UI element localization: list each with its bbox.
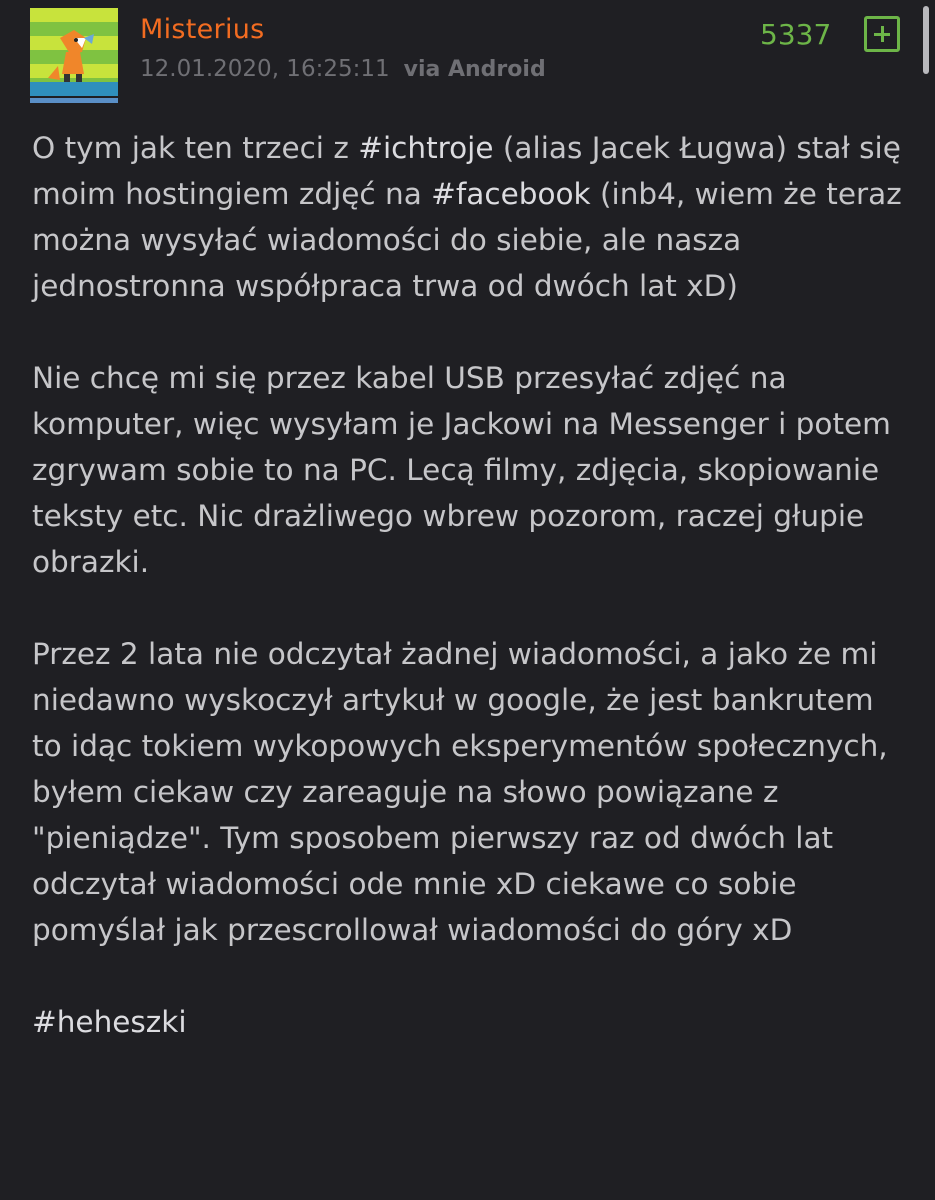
tag-heheszki[interactable]: #heheszki <box>32 1005 187 1039</box>
paragraph-1 <box>32 125 912 309</box>
paragraph-1-text-b: (alias Jacek Ługwa) stał się moim hostingiem zdjęć na <box>32 131 901 211</box>
post-via: via Android <box>403 57 546 82</box>
vote-count: 5337 <box>760 18 832 51</box>
paragraph-2: Nie chcę mi się przez kabel USB przesyłać zdjęć na komputer, więc wysyłam je Jackowi na Messenger i potem zgrywam sobie to na PC. Lecą filmy, zdjęcia, skopiowanie teksty etc. Nic drażliwego wbrew pozorom, raczej głupie obrazki. <box>32 361 891 579</box>
fox-avatar-icon <box>30 8 118 96</box>
paragraph-3: Przez 2 lata nie odczytał żadnej wiadomości, a jako że mi niedawno wyskoczył artykuł w google, że jest bankrutem to idąc tokiem wykopowych eksperymentów społecznych, byłem ciekaw czy zareaguje na słowo powiązane z "pieniądze". Tym sposobem pierwszy raz od dwóch lat odczytał wiadomości ode mnie xD ciekawe co sobie pomyślał jak przescrollował wiadomości do góry xD <box>32 637 888 947</box>
paragraph-1-text-a: O tym jak ten trzeci z <box>32 131 359 165</box>
avatar[interactable] <box>30 8 118 96</box>
paragraph-1-text-c: (inb4, wiem że teraz można wysyłać wiadomości do siebie, ale nasza jednostronna współpraca trwa od dwóch lat xD) <box>32 177 902 303</box>
tag-ichtroje[interactable]: #ichtroje <box>358 131 494 165</box>
tag-facebook[interactable]: #facebook <box>431 177 591 211</box>
scroll-thumb[interactable] <box>923 6 929 74</box>
avatar-gender-bar <box>30 98 118 103</box>
tag-footer-line <box>32 999 912 1045</box>
post-date[interactable]: 12.01.2020, 16:25:11 <box>140 56 390 82</box>
post-body <box>32 125 912 1091</box>
plus-icon[interactable] <box>864 16 900 52</box>
scrollbar[interactable] <box>921 0 935 1200</box>
author-name[interactable]: Misterius <box>140 14 265 45</box>
post-meta <box>140 56 546 82</box>
